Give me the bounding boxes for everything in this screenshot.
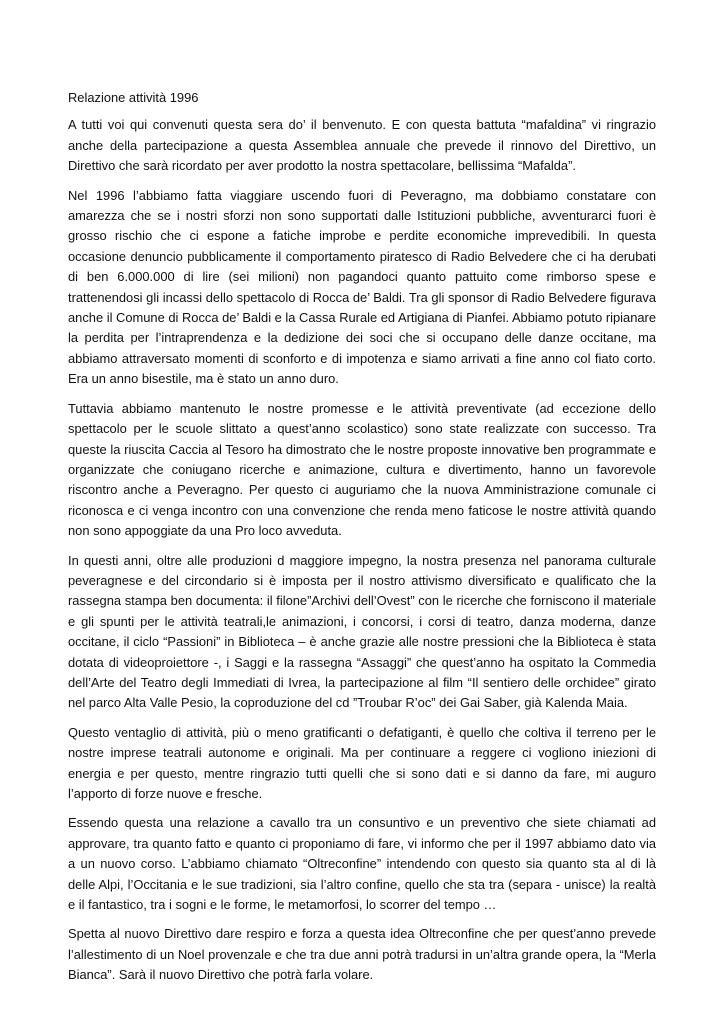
paragraph-new-board: Spetta al nuovo Direttivo dare respiro e forza a questa idea Oltreconfine che per quest’anno prevede l’allestimento di un Noel provenzale e che tra due anni potrà tradursi in un’altra grande opera, la “Merla Bianca”. Sarà il nuovo Direttivo che potrà farla volare.: [68, 926, 656, 983]
paragraph-promises: Tuttavia abbiamo mantenuto le nostre promesse e le attività preventivate (ad eccezione dello spettacolo per le scuole slittato a quest’anno scolastico) sono state realizzate con successo. Tra queste la riuscita Caccia al Tesoro ha dimostrato che le nostre proposte innovative ben programmate e organizzate che coniugano ricerche e animazione, cultura e divertimento, hanno un favorevole riscontro anche a Peveragno. Per questo ci auguriamo che la nuova Amministrazione comunale ci riconosca e ci venga incontro con una convenzione che renda meno faticose le nostre attività quando non sono appoggiate da una Pro loco avveduta.: [68, 400, 656, 539]
document-title: Relazione attività 1996: [68, 90, 199, 105]
paragraph-energy: Questo ventaglio di attività, più o meno gratificanti o defatiganti, è quello che coltiva il terreno per le nostre imprese teatrali autonome e originali. Ma per continuare a reggere ci vogliono iniezioni di energia e per questo, mentre ringrazio tutti quelli che si sono dati e si danno da fare, mi auguro l’apporto di forze nuove e fresche.: [68, 724, 656, 801]
paragraph-activities: In questi anni, oltre alle produzioni d maggiore impegno, la nostra presenza nel panorama culturale peveragnese e del circondario si è imposta per il nostro attivismo diversificato e qualificato che la rassegna stampa ben documenta: il filone”Archivi dell’Ovest” con le ricerche che forniscono il materiale e gli spunti per le attività teatrali,le animazioni, i concorsi, i corsi di teatro, danza moderna, danze occitane, il ciclo “Passioni” in Biblioteca – è anche grazie alle nostre pressioni che la Biblioteca è stata dotata di videoproiettore -, i Saggi e la rassegna “Assaggi” che quest’anno ha ospitato la Commedia dell’Arte del Teatro degli Immediati di Ivrea, la partecipazione al film “Il sentiero delle orchidee” girato nel parco Alta Valle Pesio, la coproduzione del cd ”Troubar R’oc” dei Gai Saber, già Kalenda Maia.: [68, 552, 656, 711]
paragraph-oltreconfine: Essendo questa una relazione a cavallo tra un consuntivo e un preventivo che siete chiamati ad approvare, tra quanto fatto e quanto ci proponiamo di fare, vi informo che per il 1997 abbiamo dato via a un nuovo corso. L’abbiamo chiamato “Oltreconfine” intendendo con questo sia quanto sta al di là delle Alpi, l’Occitania e le sue tradizioni, sia l’altro confine, quello che sta tra (separa - unisce) la realtà e il fantastico, tra i sogni e le forme, le metamorfosi, lo scorrer del tempo …: [68, 815, 656, 913]
paragraph-welcome: A tutti voi qui convenuti questa sera do’ il benvenuto. E con questa battuta “mafaldina” vi ringrazio anche della partecipazione a questa Assemblea annuale che prevede il rinnovo del Direttivo, un Direttivo che sarà ricordato per aver prodotto la nostra spettacolare, bellissima “Mafalda”.: [68, 117, 656, 174]
paragraph-1996-tour: Nel 1996 l’abbiamo fatta viaggiare uscendo fuori di Peveragno, ma dobbiamo constatare con amarezza che se i nostri sforzi non sono supportati dalle Istituzioni pubbliche, avventurarci fuori è grosso rischio che ci espone a fatiche improbe e perdite economiche imprevedibili. In questa occasione denuncio pubblicamente il comportamento piratesco di Radio Belvedere che ci ha derubati di ben 6.000.000 di lire (sei milioni) non pagandoci quanto pattuito come rimborso spese e trattenendosi gli incassi dello spettacolo di Rocca de’ Baldi. Tra gli sponsor di Radio Belvedere figurava anche il Comune di Rocca de’ Baldi e la Cassa Rurale ed Artigiana di Pianfei. Abbiamo potuto ripianare la perdita per l’intraprendenza e la dedizione dei soci che si occupano delle danze occitane, ma abbiamo attraversato momenti di sconforto e di impotenza e siamo arrivati a fine anno col fiato corto. Era un anno bisestile, ma è stato un anno duro.: [68, 187, 656, 387]
document-page: [68, 88, 656, 995]
